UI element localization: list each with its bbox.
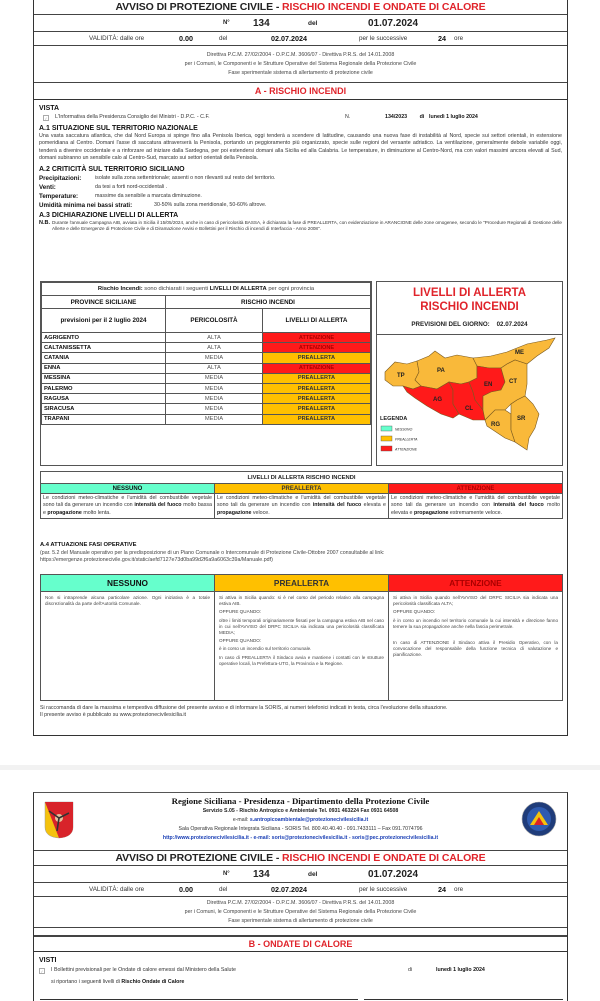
number-label: N° xyxy=(222,20,230,26)
province-alert-level: PREALLERTA xyxy=(263,394,371,404)
map-legend xyxy=(380,416,418,452)
vista-row: ✓ L'Informativa della Presidenza Consiglio dei Ministri - D.P.C. - C.F. N. 134/2023 di lunedì 1 luglio 2024 xyxy=(44,114,478,121)
a2-item: Precipitazioni: isolate sulla zona settentrionale; assenti o non rilevanti sul resto del territorio. xyxy=(39,175,276,183)
avviso-title: AVVISO DI PROTEZIONE CIVILE - RISCHIO INCENDI E ONDATE DI CALORE xyxy=(34,0,567,15)
map-label-pa: PA xyxy=(437,368,445,374)
province-pericolosita: ALTA xyxy=(166,333,263,343)
directive-block-page2: Direttiva P.C.M. 27/02/2004 - O.P.C.M. 3606/07 - Direttiva P.R.S. del 14.01.2008 per i Comuni, le Componenti e le Strutture Operative del Sistema Regionale della Protezione Civile Fase sperimentale sistema di allertamento di protezione civile xyxy=(34,897,567,928)
province-alert-level: PREALLERTA xyxy=(263,373,371,383)
phase-paragraph: OPPURE QUANDO: xyxy=(219,609,262,615)
level-attenzione: ATTENZIONE Le condizioni meteo-climatiche e l'umidità del combustibile vegetale sono tali da generare un incendio con intensità del fuoco molto elevata e propagazione estremamente veloce. xyxy=(391,486,560,516)
province-name: TRAPANI xyxy=(42,414,166,424)
province-row xyxy=(42,353,371,363)
validity-hour: 0.00 xyxy=(179,34,193,43)
nb-note: N.B. Durante l'annuale Campagna AIB, avviata in Sicilia il 15/05/2024, anche in caso di pericolosità BASSA, è dichiarata la fase di PREALLERTA, con evidenziazione in ARANCIONE delle zone omogenee, secondo le "Procedure Regionali di Gestione delle Allerte e delle Emergenze di Protezione Civile e di Diramazione Avvisi e Bollettini per il Rischio di incendi di Interfaccia - Anno 2008". xyxy=(39,220,562,232)
province-row xyxy=(42,394,371,404)
phase-paragraph: Si attiva in Sicilia quando nell'AVVISO del DRPC SICILIA sia indicata una pericolosità classificata ALTA; xyxy=(393,595,558,607)
map-title: LIVELLI DI ALLERTA RISCHIO INCENDI xyxy=(412,287,527,313)
province-pericolosita: ALTA xyxy=(166,363,263,373)
province-alert-level: PREALLERTA xyxy=(263,353,371,363)
manual-link[interactable]: https://emergenze.protezionecivile.gov.it/static/aefd7127e73d0ba99d2f6a9a6063c39a/Manuale.pdf) xyxy=(40,557,273,564)
validity-date: 02.07.2024 xyxy=(271,34,307,43)
province-alert-level: PREALLERTA xyxy=(263,383,371,393)
phase-paragraph: oltre i limiti temporali originariamente fissati per la campagna estiva AIB nel caso in cui nell'AVVISO del DRPC SICILIA sia indicata una pericolosità classificata MEDIA; xyxy=(219,617,384,636)
phase-paragraph: Si attiva in Sicilia quando: si è nel corso del periodo relativo alla campagna estiva AIB. xyxy=(219,595,384,607)
province-alert-level: ATTENZIONE xyxy=(263,363,371,373)
map-label-ct: CT xyxy=(509,379,517,385)
province-name: PALERMO xyxy=(42,383,166,393)
section-b-title: B - ONDATE DI CALORE xyxy=(34,936,567,952)
section-a-content xyxy=(34,100,567,235)
province-row xyxy=(42,343,371,353)
province-name: CALTANISSETTA xyxy=(42,343,166,353)
province-alert-level: ATTENZIONE xyxy=(263,333,371,343)
province-table: Rischio Incendi: sono dichiarati i seguenti LIVELLI DI ALLERTA per ogni provincia PROVINCE SICILIANE RISCHIO INCENDI previsioni per il 2 luglio 2024 PERICOLOSITÀ LIVELLI DI ALLERTA AGRIGENTO ALTA ATTENZIONE CALTANISSETTA ALTA ATTENZIONE CATANIA MEDIA PREALLERTA ENNA ALTA ATTENZIONE MESSINA MEDIA PREALLERTA PALERMO MEDIA PREALLERTA RAGUSA MEDIA PREALLERTA SIRACUSA MEDIA PREALLERTA TRAPANI MEDIA PREALLERTA xyxy=(40,281,372,466)
phase-paragraph: In caso di PREALLERTA il Sindaco avvia e mantiene i contatti con le strutture operative locali, la Prefettura-UTG, la Provincia e la Regione. xyxy=(219,654,384,666)
website-links[interactable]: http://www.protezionecivilesicilia.it - e-mail: soris@protezionecivilesicilia.it - soris@pec.protezionecivilesicilia.it xyxy=(162,835,439,841)
province-row xyxy=(42,373,371,383)
avviso-number-row xyxy=(34,15,567,32)
province-pericolosita: MEDIA xyxy=(166,394,263,404)
map-forecast: PREVISIONI DEL GIORNO: 02.07.2024 xyxy=(377,321,562,335)
province-alert-level: PREALLERTA xyxy=(263,414,371,424)
phase-paragraph xyxy=(393,632,558,638)
page2-header: Regione Siciliana - Presidenza - Dipartimento della Protezione Civile Servizio S.05 - Rischio Antropico e Ambientale Tel. 0931 463224 Fax 0931 64508 e-mail: s.antropicoambientale@protezionecivilesicilia.it Sala Operativa Regionale Integrata Siciliana - SORIS Tel. 800.40.40.40 - 091.7433111 – Fax 091.7074796 http://www.protezionecivilesicilia.it - e-mail: soris@protezionecivilesicilia.it - soris@pec.protezionecivilesicilia.it xyxy=(34,793,567,851)
province-row xyxy=(42,363,371,373)
province-pericolosita: MEDIA xyxy=(166,404,263,414)
province-row xyxy=(42,414,371,424)
page-separator xyxy=(0,765,600,770)
province-pericolosita: ALTA xyxy=(166,343,263,353)
map-label-sr: SR xyxy=(517,416,526,422)
province-row xyxy=(42,383,371,393)
a4-section: A.4 ATTUAZIONE FASI OPERATIVE (par. 5.2 del Manuale operativo per la predisposizione di un Piano Comunale o Intercomunale di Protezione Civile-Ottobre 2007 consultabile al link: https://emergenze.protezionecivile.gov.it/static/aefd7127e73d0ba99d2f6a9a6063c39a/Manuale.pdf) xyxy=(40,540,563,565)
col-header-pericolosita: PERICOLOSITÀ xyxy=(166,309,263,333)
level-nessuno: NESSUNO Le condizioni meteo-climatiche e l'umidità del combustibile vegetale sono tali da generare un incendio con intensità del fuoco molto bassa e propagazione molto lenta. xyxy=(41,484,215,518)
map-label-tp: TP xyxy=(397,373,405,379)
a1-text: Una vasta saccatura atlantica, che dal Nord Europa si spinge fino alla Penisola Iberica, oggi tenderà a scendere di latitudine, causando una nuova fase di instabilità al Nord, specie sui settori orientali, in estensione pomeridiana al Centro. Domani l'asse di saccatura attraverserà la Penisola, portando un peggioramento più organizzato, specie sulle regioni del versante adriatico. La ventilazione, generalmente debole variabile oggi, tenderà a divenire occidentale e a rinforzare ad iniziare dalla Sardegna, per poi estendersi domani alla Sicilia ed alla Calabria. Le temperature, in diminuzione al Centro-Nord, ma con valori massimi ancora elevati al Sud, domani subiranno un sensibile calo al Centro-Sud, marcato sui settori orientali della Penisola. xyxy=(39,133,562,161)
province-alert-level: ATTENZIONE xyxy=(263,343,371,353)
svg-text:PREALLERTA: PREALLERTA xyxy=(395,437,418,442)
map-label-en: EN xyxy=(484,382,493,388)
directive-block: Direttiva P.C.M. 27/02/2004 - O.P.C.M. 3606/07 - Direttiva P.R.S. del 14.01.2008 per i Comuni, le Componenti e le Strutture Operative del Sistema Regionale della Protezione Civile Fase sperimentale sistema di allertamento di protezione civile xyxy=(34,46,567,83)
checkbox-icon[interactable]: ✓ xyxy=(40,969,44,974)
map-label-me: ME xyxy=(515,350,524,356)
map-label-cl: CL xyxy=(465,406,473,412)
del-label: del xyxy=(307,19,318,27)
svg-text:ATTENZIONE: ATTENZIONE xyxy=(395,447,417,452)
province-name: SIRACUSA xyxy=(42,404,166,414)
col-header-risk: RISCHIO INCENDI xyxy=(166,296,371,309)
phase-paragraph: Non si intraprende alcuna particolare azione. Ogni iniziativa è a totale discrezionalità da parte dell'Autorità Comunale. xyxy=(45,595,210,607)
section-a-title: A - RISCHIO INCENDI xyxy=(34,83,567,100)
avviso-number: 134 xyxy=(252,17,270,29)
validity-row: VALIDITÀ: dalle ore 0.00 del 02.07.2024 per le successive 24 ore xyxy=(34,32,567,46)
legend-swatch-nessuno xyxy=(381,426,392,431)
col-header-province: PROVINCE SICILIANE xyxy=(42,296,166,309)
phase-attenzione: ATTENZIONE Si attiva in Sicilia quando nell'AVVISO del DRPC SICILIA sia indicata una pericolosità classificata ALTA; OPPURE QUANDO: è in corso un incendio nel territorio comunale la cui intensità e direzione fanno temere la sua propagazione anche nella fascia perimetrale. In caso di ATTENZIONE il Sindaco attiva il Presidio Operativo, con la convocazione del responsabile della funzione tecnica di valutazione e pianificazione. xyxy=(389,575,562,700)
protezione-civile-logo-icon xyxy=(521,801,557,837)
province-pericolosita: MEDIA xyxy=(166,414,263,424)
sicily-map xyxy=(377,334,562,465)
province-name: AGRIGENTO xyxy=(42,333,166,343)
province-name: MESSINA xyxy=(42,373,166,383)
province-name: RAGUSA xyxy=(42,394,166,404)
svg-text:NESSUNO: NESSUNO xyxy=(395,427,413,432)
levels-description-table: LIVELLI DI ALLERTA RISCHIO INCENDI NESSUNO Le condizioni meteo-climatiche e l'umidità del combustibile vegetale sono tali da generare un incendio con intensità del fuoco molto bassa e propagazione molto lenta. PREALLERTA Le condizioni meteo-climatiche e l'umidità del combustibile vegetale sono tali da generare un incendio con intensità del fuoco elevata e propagazione veloce. ATTENZIONE Le condizioni meteo-climatiche e l'umidità del combustibile vegetale sono tali da generare un incendio con intensità del fuoco molto elevata e propagazione estremamente veloce. xyxy=(40,471,563,519)
validity-row-page2: VALIDITÀ: dalle ore 0.00 del 02.07.2024 per le successive 24 ore xyxy=(34,883,567,897)
province-pericolosita: MEDIA xyxy=(166,373,263,383)
section-b-content: VISTI ✓ I Bollettini previsionali per le Ondate di calore emessi dal Ministero della Salute di lunedì 1 luglio 2024 si riportano i seguenti livelli di Rischio Ondate di Calore xyxy=(34,952,567,990)
legend-title: LEGENDA xyxy=(380,416,408,422)
a3-heading: A.3 DICHIARAZIONE LIVELLI DI ALLERTA xyxy=(39,212,179,220)
province-name: CATANIA xyxy=(42,353,166,363)
avviso-number-row-page2: N° 134 del 01.07.2024 xyxy=(34,866,567,883)
footer-note: Si raccomanda di dare la massima e tempestiva diffusione del presente avviso e di informare la SORIS, ai numeri telefonici indicati in testa, circa l'evoluzione della situazione. Il presente avviso è pubblicato su www.protezionecivilesicilia.it xyxy=(40,705,448,719)
sicily-coat-of-arms-icon xyxy=(44,801,74,839)
map-province-sr xyxy=(511,396,539,450)
document-page-1 xyxy=(33,0,568,736)
col-header-forecast: previsioni per il 2 luglio 2024 xyxy=(42,309,166,333)
a2-item: Venti: da tesi a forti nord-occidentali . xyxy=(39,184,168,192)
visti-row: ✓ I Bollettini previsionali per le Ondate di calore emessi dal Ministero della Salute di lunedì 1 luglio 2024 xyxy=(40,967,485,974)
province-pericolosita: MEDIA xyxy=(166,383,263,393)
province-alert-level: PREALLERTA xyxy=(263,404,371,414)
province-pericolosita: MEDIA xyxy=(166,353,263,363)
province-name: ENNA xyxy=(42,363,166,373)
legend-swatch-preallerta xyxy=(381,436,392,441)
phase-paragraph: OPPURE QUANDO: xyxy=(393,609,436,615)
province-row xyxy=(42,333,371,343)
phase-preallerta: PREALLERTA Si attiva in Sicilia quando: si è nel corso del periodo relativo alla campagna estiva AIB. OPPURE QUANDO: oltre i limiti temporali originariamente fissati per la campagna estiva AIB nel caso in cui nell'AVVISO del DRPC SICILIA sia indicata una pericolosità classificata MEDIA; OPPURE QUANDO: è in corso un incendio sul territorio comunale. In caso di PREALLERTA il Sindaco avvia e mantiene i contatti con le strutture operative locali, la Prefettura-UTG, la Provincia e la Regione. xyxy=(215,575,389,700)
a2-heading: A.2 CRITICITÀ SUL TERRITORIO SICILIANO xyxy=(39,166,185,174)
alert-map-box xyxy=(376,281,563,466)
phase-paragraph: In caso di ATTENZIONE il Sindaco attiva il Presidio Operativo, con la convocazione del responsabile della funzione tecnica di valutazione e pianificazione. xyxy=(393,640,558,658)
map-label-rg: RG xyxy=(491,422,500,428)
phase-nessuno: NESSUNO Non si intraprende alcuna particolare azione. Ogni iniziativa è a totale discrezionalità da parte dell'Autorità Comunale. xyxy=(41,575,215,700)
map-label-ag: AG xyxy=(433,397,442,403)
a2-item: Temperature: massime da sensibile a marcata diminuzione. xyxy=(39,193,202,201)
email-link[interactable]: s.antropicoambientale@protezionecivilesicilia.it xyxy=(249,817,369,823)
a1-heading: A.1 SITUAZIONE SUL TERRITORIO NAZIONALE xyxy=(39,125,198,132)
col-header-livelli: LIVELLI DI ALLERTA xyxy=(263,309,371,333)
vista-heading: VISTA xyxy=(39,105,60,112)
avviso-title-page2: AVVISO DI PROTEZIONE CIVILE - RISCHIO INCENDI E ONDATE DI CALORE xyxy=(34,851,567,866)
level-preallerta: PREALLERTA Le condizioni meteo-climatiche e l'umidità del combustibile vegetale sono tali da generare un incendio con intensità del fuoco elevata e propagazione veloce. xyxy=(215,484,389,518)
phase-paragraph: è in corso un incendio sul territorio comunale. xyxy=(219,646,312,652)
document-page-2 xyxy=(33,792,568,1001)
checkbox-icon[interactable]: ✓ xyxy=(44,116,48,121)
legend-swatch-attenzione xyxy=(381,446,392,451)
operative-phases-table xyxy=(40,574,563,701)
province-row xyxy=(42,404,371,414)
phase-paragraph: OPPURE QUANDO: xyxy=(219,638,262,644)
avviso-date: 01.07.2024 xyxy=(367,17,419,29)
a2-item: Umidità minima nei bassi strati: 30-50% sulla zona meridionale, 50-60% altrove. xyxy=(39,202,267,210)
validity-hours: 24 xyxy=(438,34,446,43)
phase-paragraph: è in corso un incendio nel territorio comunale la cui intensità e direzione fanno temere la sua propagazione anche nella fascia perimetrale. xyxy=(393,617,558,629)
